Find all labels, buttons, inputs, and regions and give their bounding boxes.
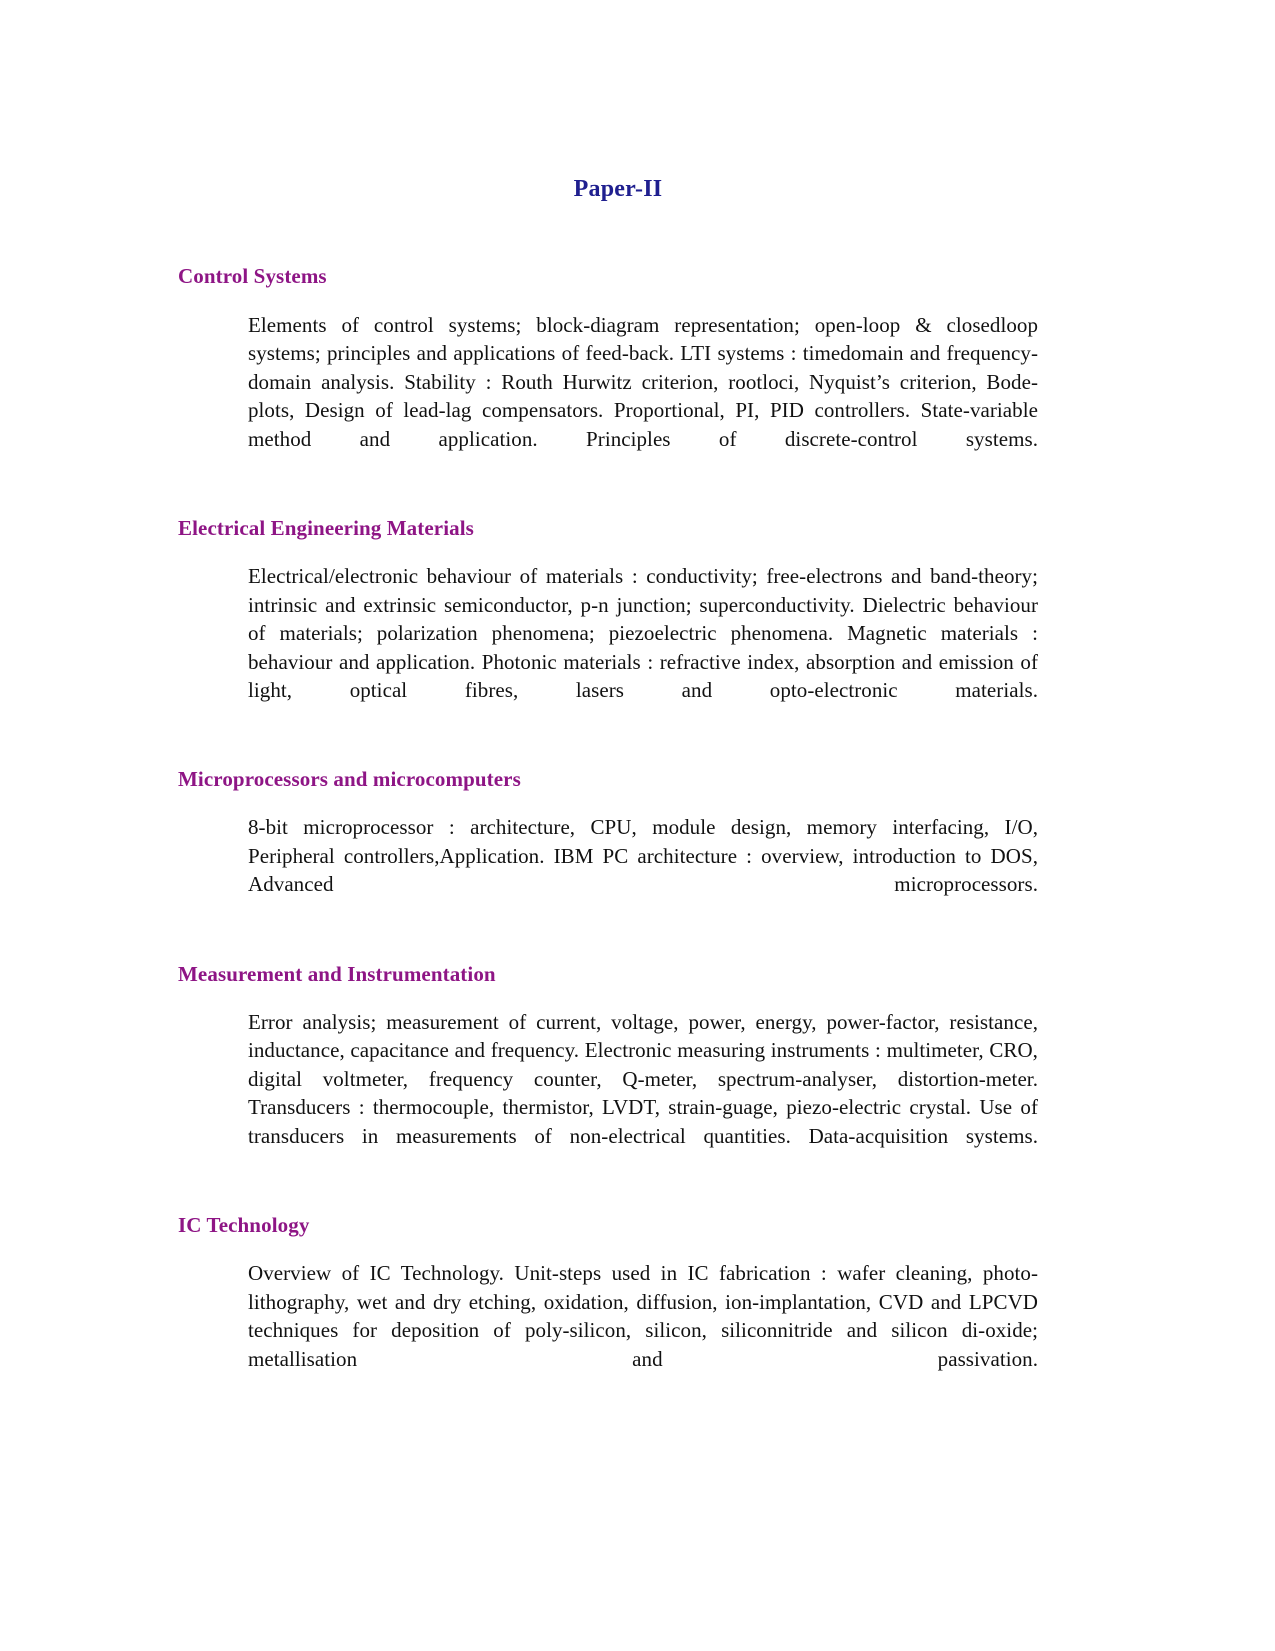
- section-heading: IC Technology: [178, 1212, 310, 1237]
- section-measurement-and-instrumentation: [178, 962, 1038, 1179]
- page-title: Paper-II: [573, 176, 663, 202]
- section-paragraph: Overview of IC Technology. Unit-steps used in IC fabrication : wafer cleaning, photo-lithography, wet and dry etching, oxidation, diffusion, ion-implantation, CVD and LPCVD techniques for deposition of poly-silicon, silicon, siliconnitride and silicon di-oxide; metallisation and passivation.: [248, 1261, 1038, 1371]
- section-heading: Electrical Engineering Materials: [178, 515, 474, 540]
- section-heading: Measurement and Instrumentation: [178, 961, 496, 986]
- section-heading: Control Systems: [178, 264, 327, 289]
- section-ic-technology: [178, 1213, 1038, 1402]
- section-paragraph: 8-bit microprocessor : architecture, CPU, module design, memory interfacing, I/O, Peripheral controllers,Application. IBM PC architecture : overview, introduction to DOS, Advanced microprocessors.: [248, 815, 1038, 897]
- section-electrical-engineering-materials: [178, 516, 1038, 733]
- section-heading: Microprocessors and microcomputers: [178, 767, 521, 792]
- document-content: [178, 176, 1038, 1402]
- section-paragraph: Electrical/electronic behaviour of materials : conductivity; free-electrons and band-theory; intrinsic and extrinsic semiconductor, p-n junction; superconductivity. Dielectric behaviour of materials; polarization phenomena; piezoelectric phenomena. Magnetic materials : behaviour and application. Photonic materials : refractive index, absorption and emission of light, optical fibres, lasers and opto-electronic materials.: [248, 563, 1038, 703]
- section-paragraph: Error analysis; measurement of current, voltage, power, energy, power-factor, resistance, inductance, capacitance and frequency. Electronic measuring instruments : multimeter, CRO, digital voltmeter, frequency counter, Q-meter, spectrum-analyser, distortion-meter. Transducers : thermocouple, thermistor, LVDT, strain-guage, piezo-electric crystal. Use of transducers in measurements of non-electrical quantities. Data-acquisition systems.: [248, 1009, 1038, 1148]
- section-microprocessors-and-microcomputers: [178, 767, 1038, 927]
- section-control-systems: [178, 264, 1038, 481]
- section-paragraph: Elements of control systems; block-diagram representation; open-loop & closedloop systems; principles and applications of feed-back. LTI systems : timedomain and frequency-domain analysis. Stability : Routh Hurwitz criterion, rootloci, Nyquist’s criterion, Bode-plots, Design of lead-lag compensators. Proportional, PI, PID controllers. State-variable method and application. Principles of discrete-control systems.: [248, 312, 1038, 451]
